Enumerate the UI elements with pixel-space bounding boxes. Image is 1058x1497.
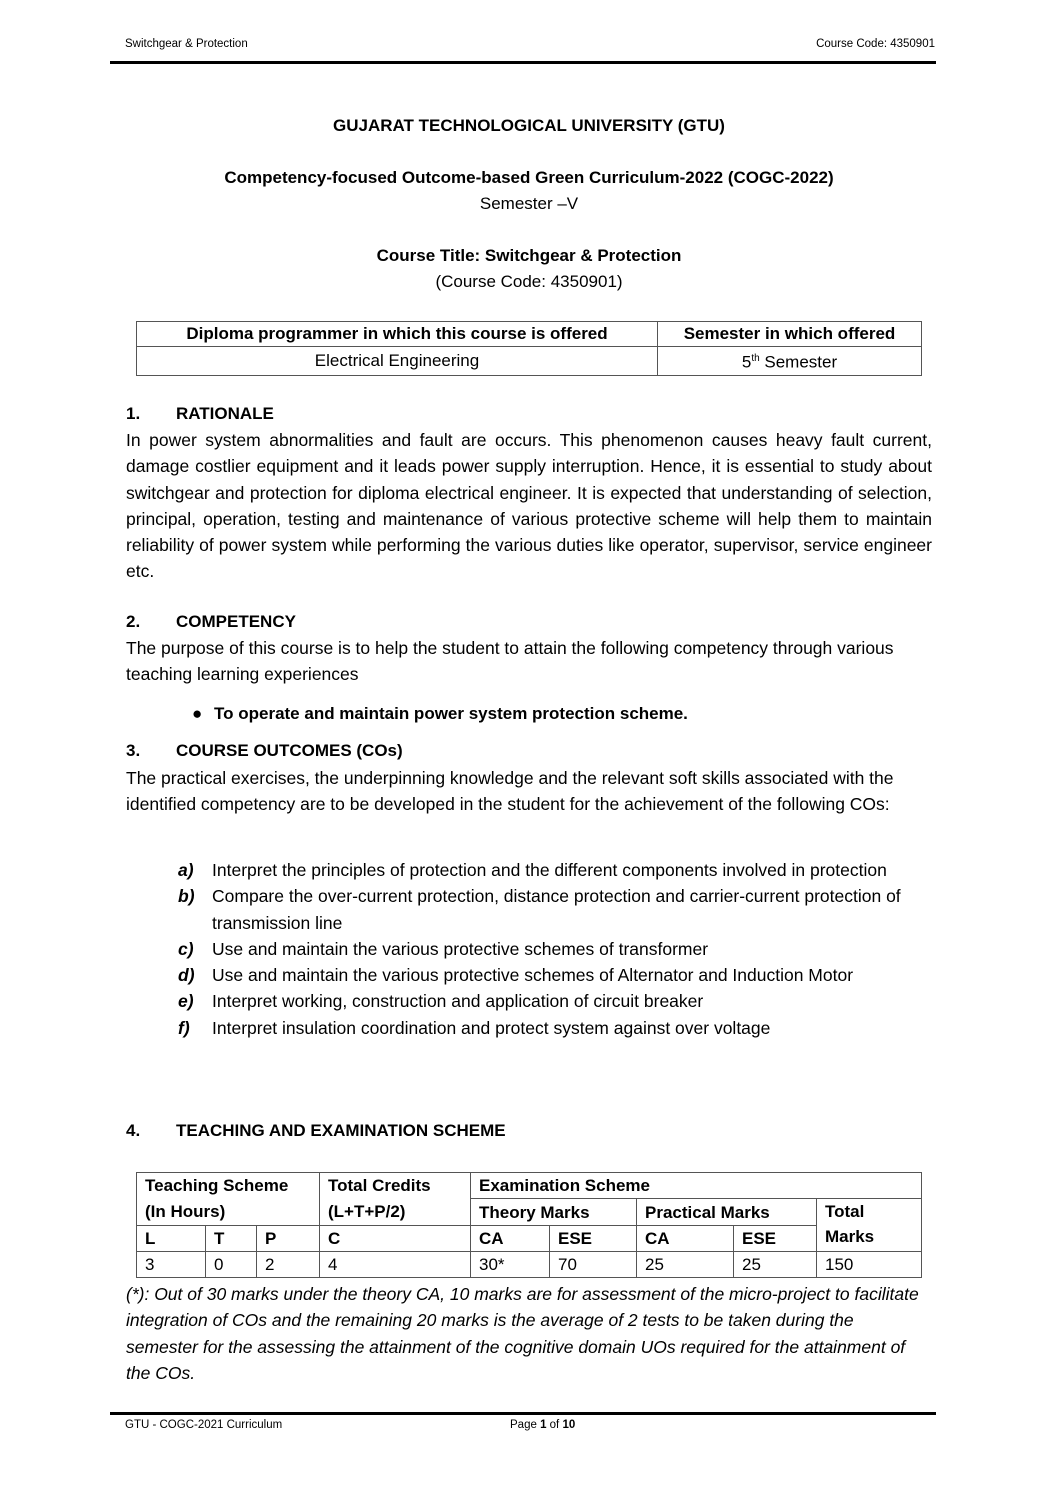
offer-header-semester: Semester in which offered	[658, 322, 922, 347]
value-total-marks: 150	[817, 1252, 922, 1278]
practical-marks-header: Practical Marks	[637, 1199, 817, 1226]
col-l: L	[137, 1226, 206, 1252]
value-l: 3	[137, 1252, 206, 1278]
exam-scheme-header: Examination Scheme	[471, 1173, 922, 1199]
footer-rule	[110, 1412, 936, 1415]
value-p: 2	[257, 1252, 320, 1278]
col-practical-ca: CA	[637, 1226, 734, 1252]
course-title: Course Title: Switchgear & Protection	[376, 246, 682, 265]
scheme-footnote: (*): Out of 30 marks under the theory CA, 10 marks are for assessment of the micro-project to facilitate integration of COs and the remaining 20 marks is the average of 2 tests to be taken during the semester for the assessing the attainment of the cognitive domain UOs required for the attainment of the COs.	[126, 1284, 919, 1383]
list-item	[178, 962, 918, 988]
header-course-name: Switchgear & Protection	[125, 38, 248, 50]
col-t: T	[206, 1226, 257, 1252]
value-c: 4	[320, 1252, 471, 1278]
rationale-text: In power system abnormalities and fault are occurs. This phenomenon causes heavy fault current, damage costlier equipment and it leads power supply interruption. Hence, it is essential to study about switchgear and protection for diploma electrical engineer. It is expected that understanding of selection, principal, operation, testing and maintenance of various protective scheme will help them to maintain reliability of power system while performing the various duties like operator, supervisor, service engineer etc.	[126, 430, 932, 582]
semester-label: Semester –V	[479, 194, 579, 213]
value-theory-ca: 30*	[471, 1252, 550, 1278]
section-title: RATIONALE	[176, 404, 274, 423]
page-of: of	[546, 1419, 563, 1431]
value-theory-ese: 70	[550, 1252, 637, 1278]
section-number: 2.	[126, 612, 141, 631]
offer-programme: Electrical Engineering	[137, 347, 658, 376]
col-theory-ese: ESE	[550, 1226, 637, 1252]
co-label: a)	[178, 860, 194, 880]
header-course-code: Course Code: 4350901	[816, 38, 935, 50]
section-rationale-heading	[126, 404, 274, 424]
section-outcomes-heading	[126, 741, 403, 761]
co-text: Compare the over-current protection, distance protection and carrier-current protection of transmission line	[212, 886, 901, 933]
co-label: b)	[178, 886, 195, 907]
section-number: 4.	[126, 1121, 141, 1140]
section-scheme-heading	[126, 1121, 506, 1141]
semester-word: Semester	[759, 352, 838, 372]
co-label: d)	[178, 965, 195, 986]
col-p: P	[257, 1226, 320, 1252]
co-text: Interpret working, construction and application of circuit breaker	[212, 991, 704, 1012]
course-code: (Course Code: 4350901)	[435, 272, 623, 291]
section-title: COMPETENCY	[176, 612, 296, 631]
co-label: f)	[178, 1017, 190, 1038]
competency-bullet	[192, 704, 688, 724]
list-item	[178, 1015, 918, 1041]
offer-semester	[658, 347, 922, 376]
section-number: 1.	[126, 404, 141, 423]
co-text: Interpret the principles of protection and the different components involved in protection	[212, 860, 887, 880]
bullet-icon: ●	[192, 704, 203, 723]
offer-table	[136, 321, 922, 376]
table-row	[137, 1252, 922, 1278]
footer-curriculum: GTU - COGC-2021 Curriculum	[125, 1419, 283, 1431]
co-label: c)	[178, 938, 194, 959]
page-prefix: Page	[510, 1419, 541, 1431]
co-label: e)	[178, 991, 194, 1012]
value-t: 0	[206, 1252, 257, 1278]
col-theory-ca: CA	[471, 1226, 550, 1252]
competency-text: The purpose of this course is to help the student to attain the following competency through various teaching learning experiences	[126, 638, 894, 685]
col-practical-ese: ESE	[734, 1226, 817, 1252]
co-text: Use and maintain the various protective schemes of transformer	[212, 938, 709, 959]
total-credits-header: Total Credits (L+T+P/2)	[320, 1173, 471, 1226]
list-item	[178, 857, 918, 883]
value-practical-ca: 25	[637, 1252, 734, 1278]
list-item	[178, 883, 918, 936]
outcomes-text: The practical exercises, the underpinning knowledge and the relevant soft skills associated with the identified competency are to be developed in the student for the achievement of the following COs:	[126, 768, 894, 815]
section-title: TEACHING AND EXAMINATION SCHEME	[176, 1121, 506, 1140]
value-practical-ese: 25	[734, 1252, 817, 1278]
semester-number: 5	[741, 352, 752, 372]
total-pages: 10	[562, 1419, 576, 1431]
section-number: 3.	[126, 741, 141, 760]
total-marks-header: Total Marks	[817, 1199, 922, 1252]
header-rule	[110, 61, 936, 64]
page-header	[125, 38, 935, 50]
competency-statement: To operate and maintain power system protection scheme.	[214, 704, 688, 723]
scheme-table	[136, 1172, 922, 1278]
offer-header-programme: Diploma programmer in which this course is offered	[137, 322, 658, 347]
curriculum-title: Competency-focused Outcome-based Green Curriculum-2022 (COGC-2022)	[224, 168, 834, 187]
col-c: C	[320, 1226, 471, 1252]
university-title: GUJARAT TECHNOLOGICAL UNIVERSITY (GTU)	[333, 116, 725, 135]
page-number	[510, 1419, 575, 1431]
co-text: Interpret insulation coordination and protect system against over voltage	[212, 1017, 771, 1038]
co-text: Use and maintain the various protective schemes of Alternator and Induction Motor	[212, 965, 854, 986]
list-item	[178, 988, 918, 1014]
teaching-scheme-header: Teaching Scheme (In Hours)	[137, 1173, 320, 1226]
current-page: 1	[540, 1419, 547, 1431]
section-competency-heading	[126, 612, 296, 632]
semester-ordinal: th	[751, 353, 760, 364]
list-item	[178, 936, 918, 962]
section-title: COURSE OUTCOMES (COs)	[176, 741, 403, 760]
course-outcomes-list	[178, 857, 918, 1041]
theory-marks-header: Theory Marks	[471, 1199, 637, 1226]
